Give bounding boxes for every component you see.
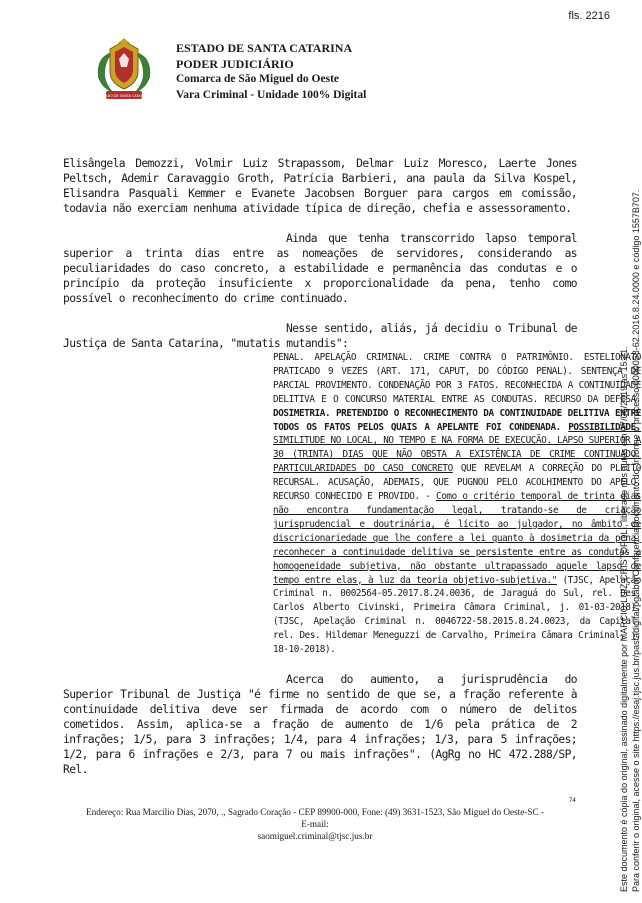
side-note-line-1: Este documento é cópia do original, assinado digitalmente por MARCIO LUIZ CRISTOFOLI, liberado nos autos em 07/06/2019 às 15:21. [619, 346, 629, 892]
jurisprudence-quote [273, 351, 641, 657]
state-coat-of-arms-logo [92, 37, 156, 103]
quote-part-3: POSSIBILIDADE. [568, 421, 641, 433]
quote-part-4: SIMILITUDE NO LOCAL, NO TEMPO E NA FORMA DE EXECUÇÃO. LAPSO SUPERIOR A 30 (TRINTA) DIAS QUE NÃO OBSTA A EXISTÊNCIA DE CRIME CONTINUADO. PARTICULARIDADES DO CASO CONCRETO [273, 435, 641, 475]
paragraph-1: Elisângela Demozzi, Volmir Luiz Strapassom, Delmar Luiz Moresco, Laerte Jones Peltsch, Ademir Caravaggio Groth, Patrícia Barbieri, ana paula da Silva Kospel, Elisandra Pasquali Kemmer e Evanete Jacobsen Borguer para cargos em comissão, todavia não exerciam nenhuma atividade típica de direção, chefia e assessoramento. [63, 157, 577, 215]
footer-email: saomiguel.criminal@tjsc.jus.br [257, 831, 373, 841]
court-branch: PODER JUDICIÁRIO [176, 56, 294, 71]
court-division: Vara Criminal - Unidade 100% Digital [176, 88, 367, 101]
court-header [176, 41, 366, 103]
quote-part-5: QUE REVELAM A CORREÇÃO DO PLEITO RECURSAL. ACUSAÇÃO, ADEMAIS, QUE PUGNOU PELO ACOLHIMENTO DO APELO. RECURSO CONHECIDO E PROVIDO. - [273, 463, 641, 503]
page-number: fls. 2216 [568, 10, 610, 22]
quote-part-2: DOSIMETRIA. PRETENDIDO O RECONHECIMENTO DA CONTINUIDADE DELITIVA ENTRE TODOS OS FATOS PELOS QUAIS A APELANTE FOI CONDENADA. [273, 407, 641, 433]
paragraph-3: Nesse sentido, aliás, já decidiu o Tribunal de Justiça de Santa Catarina, "mutatis mutandis": [63, 322, 577, 350]
state-name: ESTADO DE SANTA CATARINA [176, 41, 353, 55]
paragraph-2: Ainda que tenha transcorrido lapso temporal superior a trinta dias entre as nomeações de servidores, considerando as peculiaridades do caso concreto, a estabilidade e permanência das condutas e o princípio da proteção insuficiente x proporcionalidade da pena, tenho como possível o reconhecimento do crime continuado. [63, 232, 577, 305]
signature-page-number: 74 [569, 798, 576, 804]
paragraph-4: Acerca do aumento, a jurisprudência do Superior Tribunal de Justiça "é firme no sentido de que se, a fração referente à continuidade delitiva deve ser firmada de acordo com o número de delitos cometidos. Assim, aplica-se a fração de aumento de 1/6 pela prática de 2 infrações; 1/5, para 3 infrações; 1/4, para 4 infrações; 1/3, para 5 infrações; 1/2, para 6 infrações e 2/3, para 7 ou mais infrações". (AgRg no HC 472.288/SP, Rel. [63, 672, 577, 776]
svg-text:ESTADO DE SANTA CATARINA: ESTADO DE SANTA CATARINA [99, 94, 149, 98]
quote-part-1: PENAL. APELAÇÃO CRIMINAL. CRIME CONTRA O PATRIMÔNIO. ESTELIONATO PRATICADO 9 VEZES (ART. 171, CAPUT, DO CÓDIGO PENAL). SENTENÇA DE PARCIAL PROVIMENTO. CONDENAÇÃO POR 3 FATOS. RECONHECIDA A CONTINUIDADE DELITIVA E O CONCURSO MATERIAL ENTRE AS CONDUTAS. RECURSO DA DEFESA. [273, 352, 641, 405]
footer-address: Endereço: Rua Marcílio Dias, 2070, ., Sagrado Coração - CEP 89900-000, Fone: (49) 3631-1523, São Miguel do Oeste-SC - E-mail: [86, 807, 544, 829]
page-footer [85, 806, 545, 842]
digital-signature-note [618, 190, 642, 892]
quote-part-6: Como o critério temporal de trinta dias não encontra fundamentação legal, tratando-se de criação jurisprudencial e doutrinária, é lícito ao julgador, no âmbito de discricionariedade que lhe confere a lei quanto à dosimetria da pena, reconhecer a continuidade delitiva se persistente entre as condutas a homogeneidade subjetiva, não obstante ultrapassado aquele lapso de tempo entre elas, à luz da teoria objetivo-subjetiva." [273, 491, 641, 586]
quote-part-7: (TJSC, Apelação Criminal n. 0002564-05.2017.8.24.0036, de Jaraguá do Sul, rel. Des. Carlos Alberto Civinski, Primeira Câmara Criminal, j. 01-03-2018). (TJSC, Apelação Criminal n. 0046722-58.2015.8.24.0023, da Capital, rel. Des. Hildemar Meneguzzi de Carvalho, Primeira Câmara Criminal, j. 18-10-2018). [273, 574, 641, 656]
district-name: Comarca de São Miguel do Oeste [176, 73, 340, 85]
side-note-line-2: Para conferir o original, acesse o site https://esaj.tjsc.jus.br/pastadigital/pg/abrirConferenciaDocumento.do, informe o processo 0000058-62.2016.8.24.0000 e código 1557B707. [631, 189, 641, 892]
